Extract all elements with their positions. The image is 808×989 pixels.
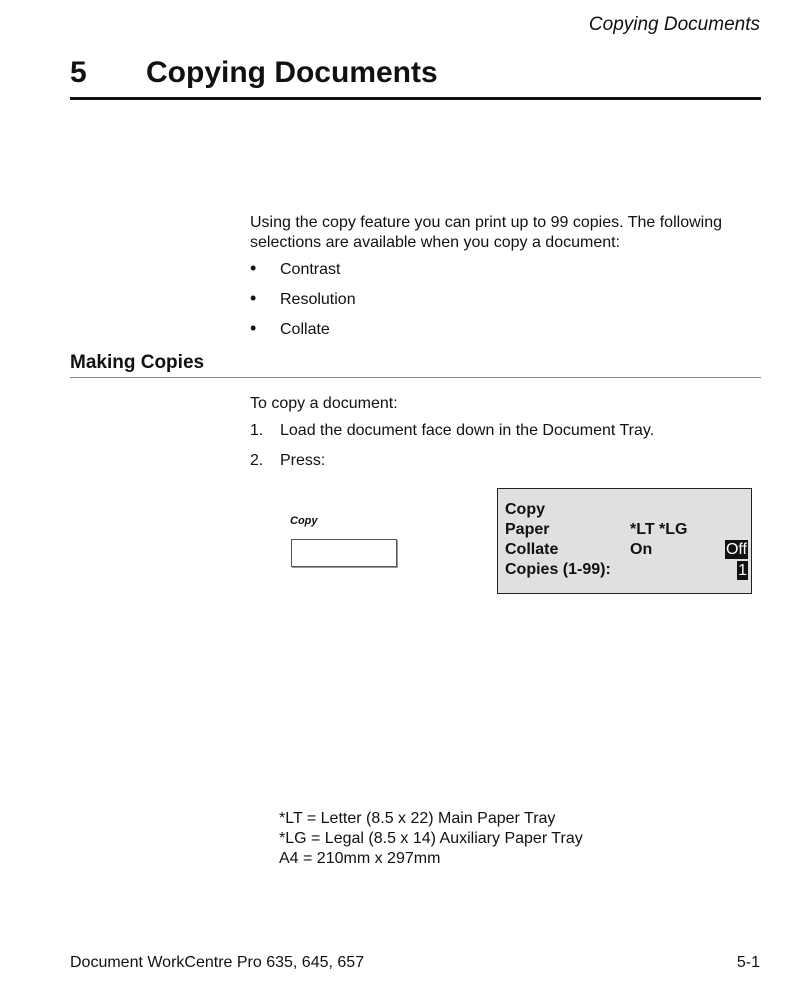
bullet-text: Contrast xyxy=(280,261,341,278)
step-number: 2. xyxy=(250,452,264,469)
note-legal: *LG = Legal (8.5 x 14) Auxiliary Paper Tray xyxy=(279,830,583,847)
note-letter: *LT = Letter (8.5 x 22) Main Paper Tray xyxy=(279,810,556,827)
lcd-copies-label: Copies (1-99): xyxy=(505,561,611,578)
paper-notes xyxy=(279,809,583,869)
copy-button[interactable] xyxy=(291,539,397,567)
lcd-collate-off-selected: Off xyxy=(725,541,747,558)
lcd-title: Copy xyxy=(505,501,545,518)
bullet-text: Collate xyxy=(280,321,330,338)
lcd-collate-label: Collate xyxy=(505,541,559,558)
lcd-copies-value: 1 xyxy=(738,562,747,579)
step-number: 1. xyxy=(250,422,264,439)
bullet-icon: • xyxy=(250,258,257,278)
bullet-icon: • xyxy=(250,288,257,308)
step-text: Press: xyxy=(280,452,326,469)
intro-paragraph: Using the copy feature you can print up to 99 copies. The following selections are available when you copy a document: xyxy=(250,214,722,251)
chapter-rule xyxy=(70,97,761,100)
chapter-title: Copying Documents xyxy=(146,56,438,89)
lcd-paper-label: Paper xyxy=(505,521,550,538)
chapter-number: 5 xyxy=(70,56,87,89)
section-rule xyxy=(70,377,761,378)
section-title: Making Copies xyxy=(70,352,205,373)
lcd-paper-value: *LT *LG xyxy=(630,521,688,538)
section-lead: To copy a document: xyxy=(250,395,398,412)
lcd-display xyxy=(497,488,752,594)
running-header: Copying Documents xyxy=(588,14,760,35)
bullet-icon: • xyxy=(250,318,257,338)
step-text: Load the document face down in the Document Tray. xyxy=(280,422,655,439)
note-a4: A4 = 210mm x 297mm xyxy=(279,850,441,867)
copy-key-label: Copy xyxy=(290,515,318,527)
lcd-collate-on: On xyxy=(630,541,653,558)
bullet-text: Resolution xyxy=(280,291,356,308)
footer-page-number: 5-1 xyxy=(736,954,760,971)
footer-product: Document WorkCentre Pro 635, 645, 657 xyxy=(70,954,365,971)
